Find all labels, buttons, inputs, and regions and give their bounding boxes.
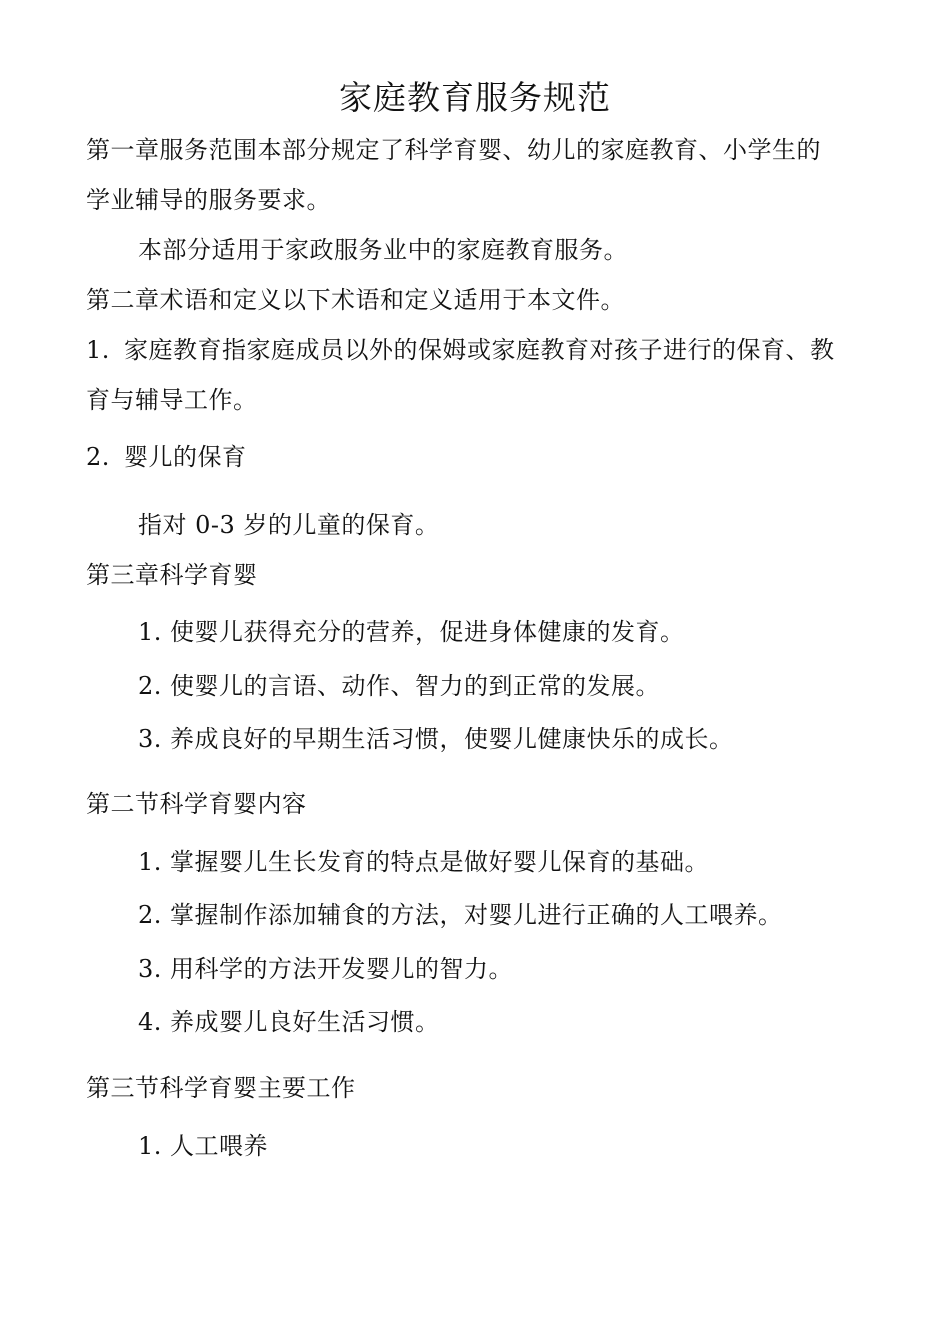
definition-item-2	[86, 441, 247, 473]
definition-item-2-text: 婴儿的保育	[124, 443, 247, 471]
document-title: 家庭教育服务规范	[339, 78, 611, 117]
definition-item-1-number: 1.	[86, 336, 110, 364]
paragraph-applicability: 本部分适用于家政服务业中的家庭教育服务。	[138, 236, 628, 264]
paragraph-scope-line2: 学业辅导的服务要求。	[86, 186, 331, 214]
heading-chapter-3: 第三章科学育婴	[86, 561, 258, 589]
definition-item-2-detail: 指对 0-3 岁的儿童的保育。	[138, 511, 440, 539]
definition-item-1-line1	[86, 334, 835, 366]
paragraph-scope-line1: 第一章服务范围本部分规定了科学育婴、幼儿的家庭教育、小学生的	[86, 136, 821, 164]
list-item: 4. 养成婴儿良好生活习惯。	[138, 1008, 440, 1036]
list-item: 3. 养成良好的早期生活习惯，使婴儿健康快乐的成长。	[138, 725, 734, 753]
list-item: 1. 掌握婴儿生长发育的特点是做好婴儿保育的基础。	[138, 848, 710, 876]
definition-item-1-line2: 育与辅导工作。	[86, 386, 258, 414]
list-item: 2. 掌握制作添加辅食的方法，对婴儿进行正确的人工喂养。	[138, 901, 783, 929]
list-item: 1. 使婴儿获得充分的营养，促进身体健康的发育。	[138, 618, 685, 646]
list-item: 2. 使婴儿的言语、动作、智力的到正常的发展。	[138, 672, 661, 700]
heading-section-2: 第二节科学育婴内容	[86, 790, 307, 818]
heading-section-3: 第三节科学育婴主要工作	[86, 1074, 356, 1102]
list-item: 1. 人工喂养	[138, 1132, 269, 1160]
definition-item-2-number: 2.	[86, 443, 110, 471]
heading-chapter-2: 第二章术语和定义以下术语和定义适用于本文件。	[86, 286, 625, 314]
list-item: 3. 用科学的方法开发婴儿的智力。	[138, 955, 514, 983]
definition-item-1-text: 家庭教育指家庭成员以外的保姆或家庭教育对孩子进行的保育、教	[124, 336, 835, 364]
